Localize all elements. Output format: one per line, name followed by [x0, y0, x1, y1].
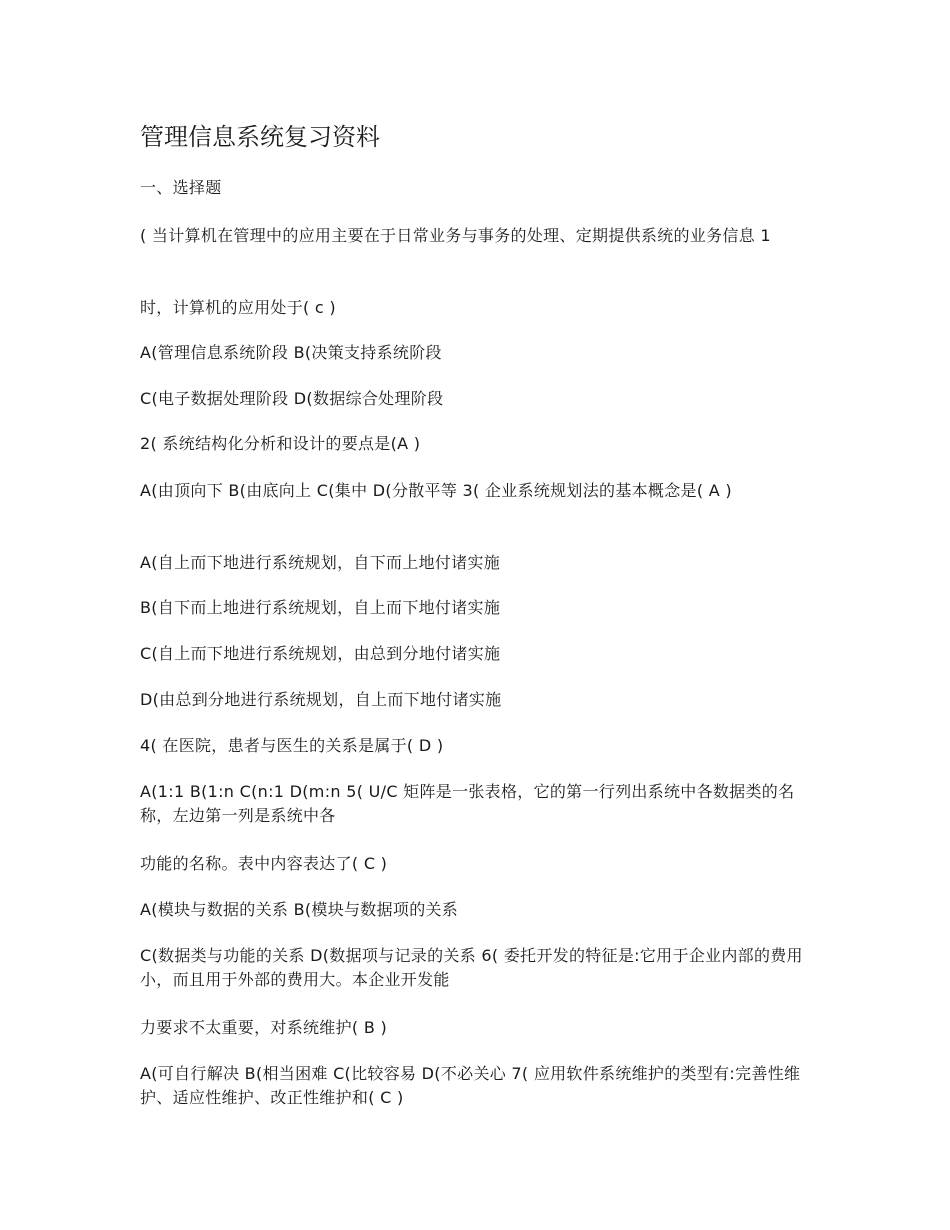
option-paragraph: C(自上而下地进行系统规划，由总到分地付诸实施 [140, 644, 501, 663]
page-title: 管理信息系统复习资料 [140, 123, 380, 151]
section-heading: 一、选择题 [140, 178, 222, 197]
option-paragraph: A(自上而下地进行系统规划，自下而上地付诸实施 [140, 553, 501, 572]
question-paragraph: 时，计算机的应用处于( c ) [140, 298, 336, 317]
option-paragraph: A(1:1 B(1:n C(n:1 D(m:n 5( U/C 矩阵是一张表格，它的第一行列出系统中各数据类的名称，左边第一列是系统中各 [140, 782, 795, 825]
option-paragraph: A(可自行解决 B(相当困难 C(比较容易 D(不必关心 7( 应用软件系统维护的类型有:完善性维护、适应性维护、改正性维护和( C ) [140, 1064, 801, 1107]
question-paragraph: 4( 在医院，患者与医生的关系是属于( D ) [140, 736, 444, 755]
option-paragraph: A(模块与数据的关系 B(模块与数据项的关系 [140, 900, 459, 919]
option-paragraph: B(自下而上地进行系统规划，自上而下地付诸实施 [140, 598, 501, 617]
question-paragraph: 2( 系统结构化分析和设计的要点是(A ) [140, 434, 421, 453]
option-paragraph: D(由总到分地进行系统规划，自上而下地付诸实施 [140, 690, 502, 709]
option-paragraph: A(管理信息系统阶段 B(决策支持系统阶段 [140, 343, 442, 362]
question-paragraph: ( 当计算机在管理中的应用主要在于日常业务与事务的处理、定期提供系统的业务信息 1 [140, 226, 771, 245]
question-paragraph: 力要求不太重要，对系统维护( B ) [140, 1018, 388, 1037]
option-paragraph: C(电子数据处理阶段 D(数据综合处理阶段 [140, 389, 444, 408]
question-paragraph: 功能的名称。表中内容表达了( C ) [140, 854, 388, 873]
option-paragraph: C(数据类与功能的关系 D(数据项与记录的关系 6( 委托开发的特征是:它用于企业内部的费用小，而且用于外部的费用大。本企业开发能 [140, 946, 803, 989]
option-paragraph: A(由顶向下 B(由底向上 C(集中 D(分散平等 3( 企业系统规划法的基本概念是( A ) [140, 481, 732, 500]
